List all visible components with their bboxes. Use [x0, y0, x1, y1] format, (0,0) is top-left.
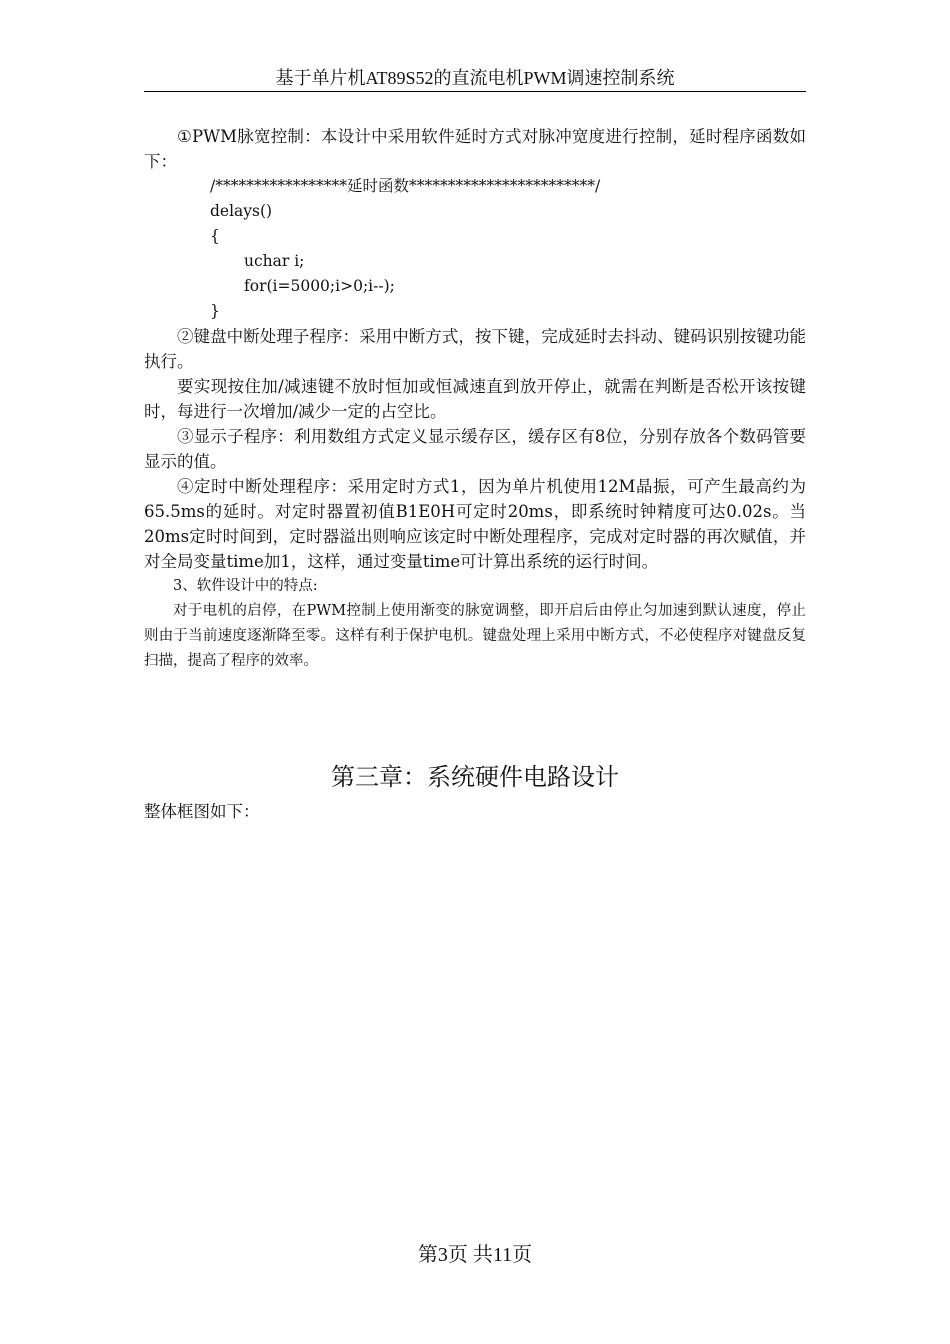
page-footer: 第3页 共11页 — [417, 1244, 533, 1266]
paragraph-hold: 要实现按住加/减速键不放时恒加或恒减速直到放开停止，就需在判断是否松开该按键时，每进行一次增加/减少一定的占空比。 — [144, 377, 806, 421]
body-text — [144, 124, 806, 674]
paragraph-features: 对于电机的启停，在PWM控制上使用渐变的脉宽调整，即开启后由停止匀加速到默认速度，停止则由于当前速度逐渐降至零。这样有利于保护电机。键盘处理上采用中断方式，不必使程序对键盘反复扫描，提高了程序的效率。 — [144, 603, 806, 669]
section-heading-features: 3、软件设计中的特点: — [173, 578, 318, 594]
header-rule — [144, 91, 806, 92]
code-line: uchar i; — [244, 252, 305, 270]
code-line: for(i=5000;i>0;i--); — [244, 277, 395, 295]
chapter-title: 第三章：系统硬件电路设计 — [331, 763, 619, 791]
paragraph-display: ③显示子程序：利用数组方式定义显示缓存区，缓存区有8位，分别存放各个数码管要显示的值。 — [144, 427, 806, 471]
code-line: /*****************延时函数************************/ — [210, 177, 601, 195]
code-line: } — [210, 302, 220, 320]
running-header: 基于单片机AT89S52的直流电机PWM调速控制系统 — [275, 68, 675, 88]
chapter-intro: 整体框图如下： — [144, 802, 260, 821]
paragraph-timer: ④定时中断处理程序：采用定时方式1，因为单片机使用12M晶振，可产生最高约为65.5ms的延时。对定时器置初值B1E0H可定时20ms，即系统时钟精度可达0.02s。当20ms定时时间到，定时器溢出则响应该定时中断处理程序，完成对定时器的再次赋值，并对全局变量time加1，这样，通过变量time可计算出系统的运行时间。 — [144, 477, 806, 571]
code-line: delays() — [210, 202, 273, 220]
code-line: { — [210, 227, 220, 245]
paragraph-keyboard: ②键盘中断处理子程序：采用中断方式，按下键，完成延时去抖动、键码识别按键功能执行。 — [144, 327, 806, 371]
paragraph-pwm: ①PWM脉宽控制：本设计中采用软件延时方式对脉冲宽度进行控制，延时程序函数如下： — [144, 127, 806, 171]
